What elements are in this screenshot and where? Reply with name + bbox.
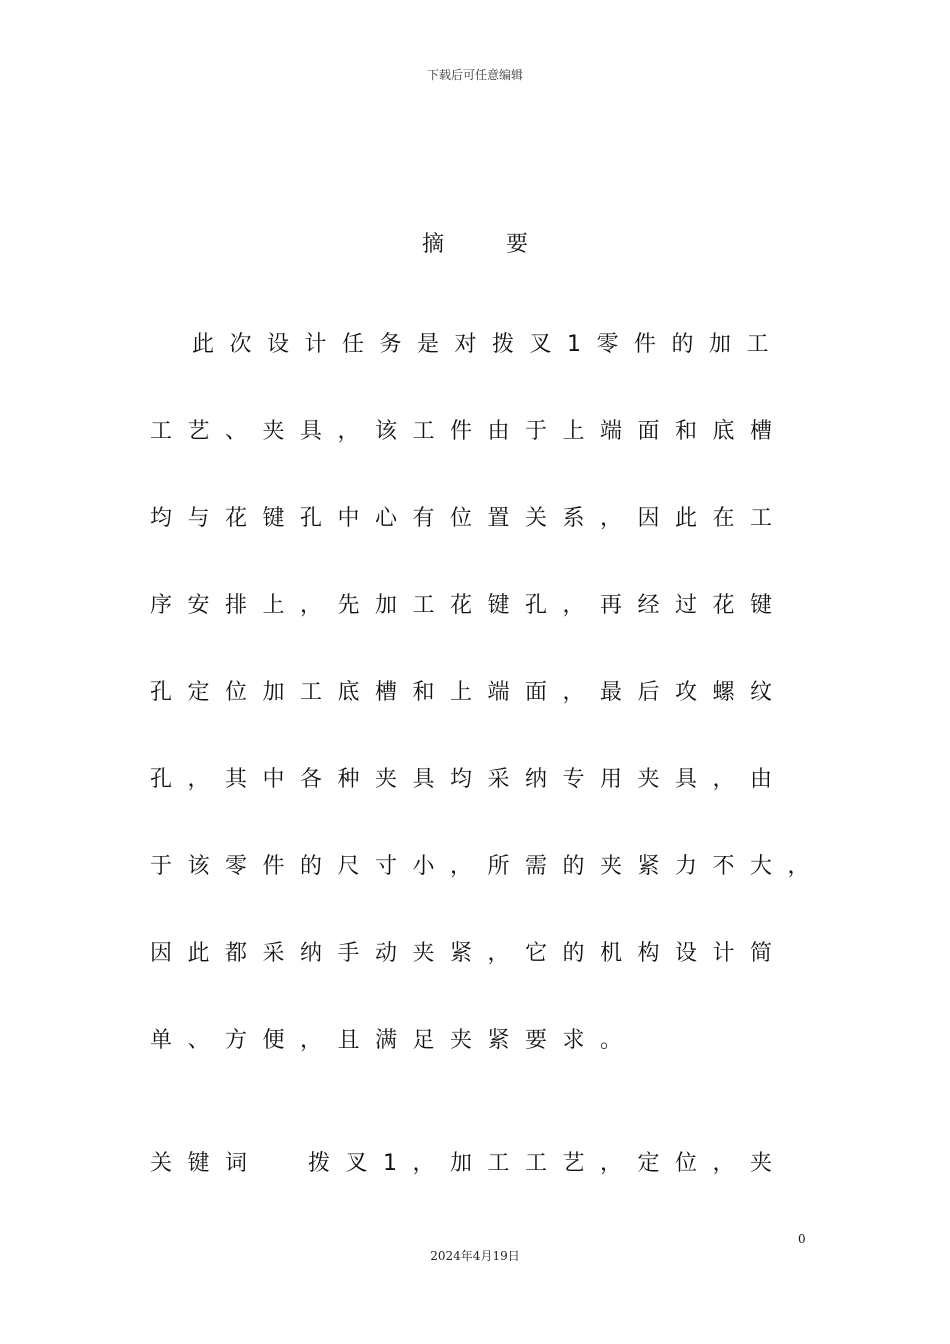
keywords-text: 拨叉1，加工工艺，定位，夹 (308, 1151, 788, 1176)
abstract-line-9: 单、方便，且满足夹紧要求。 (150, 1028, 638, 1053)
page-header: 下载后可任意编辑 (426, 68, 523, 82)
title-char-1: 摘 (421, 232, 444, 257)
page-number: 0 (798, 1232, 806, 1246)
abstract-line-8: 因此都采纳手动夹紧，它的机构设计简 (150, 941, 788, 966)
page-title (0, 227, 950, 258)
title-char-2: 要 (506, 232, 529, 257)
abstract-line-7: 于该零件的尺寸小，所需的夹紧力不大， (150, 854, 826, 879)
abstract-line-4: 序安排上，先加工花键孔，再经过花键 (150, 593, 788, 618)
footer-date: 2024年4月19日 (430, 1249, 520, 1263)
abstract-line-2: 工艺、夹具，该工件由于上端面和底槽 (150, 419, 788, 444)
abstract-line-5: 孔定位加工底槽和上端面，最后攻螺纹 (150, 680, 788, 705)
abstract-line-3: 均与花键孔中心有位置关系，因此在工 (150, 506, 788, 531)
abstract-line-6: 孔，其中各种夹具均采纳专用夹具，由 (150, 767, 788, 792)
abstract-line-1: 此次设计任务是对拨叉1零件的加工 (192, 332, 784, 357)
keywords-label: 关键词 (150, 1151, 263, 1176)
